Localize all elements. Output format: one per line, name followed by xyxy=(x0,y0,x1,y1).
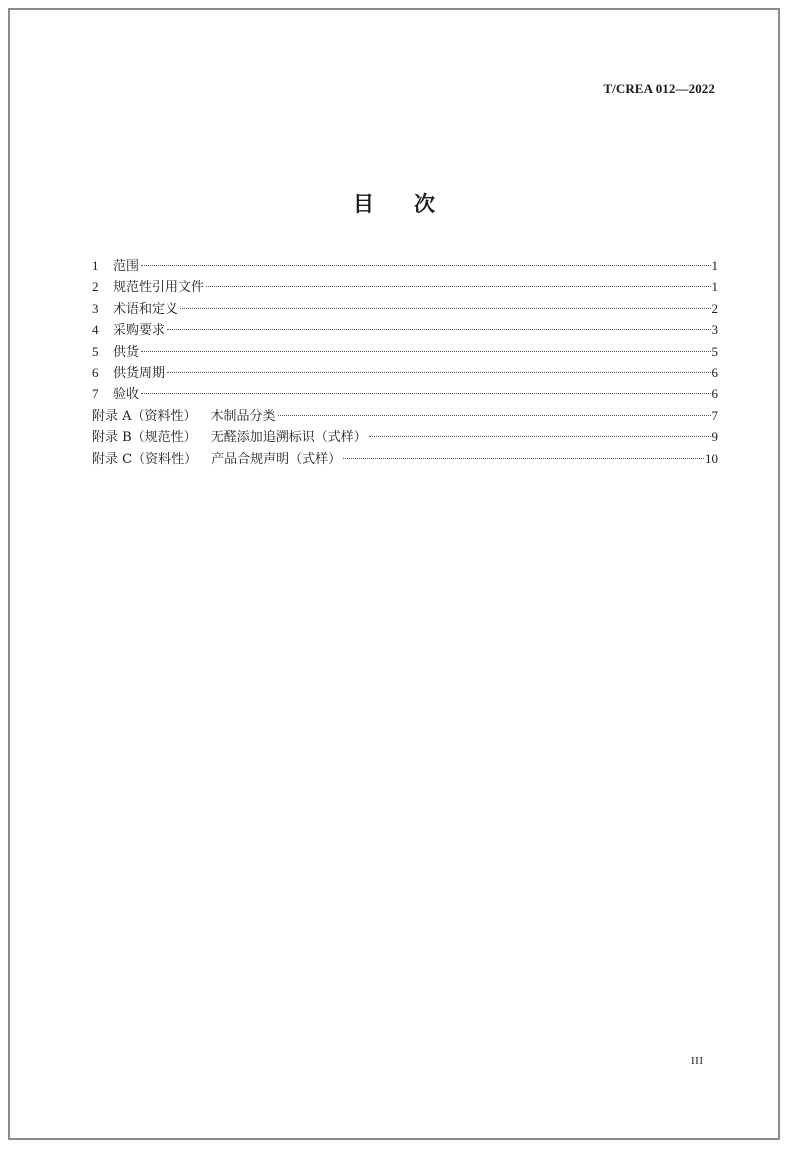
toc-entry-label: 范围 xyxy=(113,259,140,274)
toc-appendix-prefix: 附录 B（规范性） xyxy=(92,430,197,446)
toc-entry-number: 7 xyxy=(92,386,99,402)
toc-entry-label: 验收 xyxy=(113,387,140,403)
dot-leader xyxy=(167,372,710,373)
document-code: T/CREA 012—2022 xyxy=(603,81,715,96)
toc-entry[interactable] xyxy=(92,298,718,319)
toc-entry-page: 1 xyxy=(711,279,718,295)
toc-entry-page: 2 xyxy=(711,300,718,316)
toc-entry-number: 5 xyxy=(92,343,99,359)
toc-entry[interactable] xyxy=(92,319,718,340)
toc-appendix-entry[interactable] xyxy=(92,426,718,447)
toc-entry-number: 3 xyxy=(92,300,99,316)
toc-entry-label: 采购要求 xyxy=(113,323,166,339)
dot-leader xyxy=(206,286,710,287)
dot-leader xyxy=(180,308,710,309)
toc-entry-page: 6 xyxy=(711,386,718,402)
dot-leader xyxy=(278,415,711,416)
toc-appendix-label: 产品合规声明（式样） xyxy=(211,451,342,467)
toc-appendix-entry[interactable] xyxy=(92,448,718,469)
toc-entry-number: 4 xyxy=(92,322,99,338)
toc-entry[interactable] xyxy=(92,362,718,383)
dot-leader xyxy=(141,265,710,266)
toc-appendix-page: 7 xyxy=(711,407,718,423)
toc-entry-page: 1 xyxy=(711,258,718,273)
toc-entry-number: 2 xyxy=(92,279,99,295)
toc-entry[interactable] xyxy=(92,255,718,276)
toc-entry[interactable] xyxy=(92,341,718,362)
toc-appendix-label: 无醛添加追溯标识（式样） xyxy=(210,430,367,446)
toc-entry-page: 5 xyxy=(711,343,718,359)
toc-appendix-entry[interactable] xyxy=(92,405,718,426)
toc-entry-label: 术语和定义 xyxy=(113,301,179,317)
toc-appendix-prefix: 附录 A（资料性） xyxy=(92,408,197,424)
toc-title-char-1: 目 xyxy=(353,192,374,216)
toc-entry[interactable] xyxy=(92,383,718,404)
toc-entry-label: 供货 xyxy=(113,344,140,360)
toc-entry-page: 3 xyxy=(711,322,718,338)
toc-title xyxy=(10,190,778,218)
toc-appendix-label: 木制品分类 xyxy=(210,408,276,424)
page-folio: III xyxy=(691,1055,704,1067)
toc-appendix-page: 10 xyxy=(705,450,718,466)
toc-title-char-2: 次 xyxy=(414,192,435,216)
toc-entry-page: 6 xyxy=(711,364,718,380)
toc-entry-number: 6 xyxy=(92,364,99,380)
toc-entry[interactable] xyxy=(92,276,718,297)
dot-leader xyxy=(369,436,711,437)
toc-entry-label: 供货周期 xyxy=(113,365,166,381)
dot-leader xyxy=(141,393,710,394)
dot-leader xyxy=(141,351,710,352)
dot-leader xyxy=(167,329,710,330)
toc-entry-label: 规范性引用文件 xyxy=(113,280,205,296)
document-page xyxy=(8,8,780,1140)
toc-appendix-page: 9 xyxy=(711,429,718,445)
toc-appendix-prefix: 附录 C（资料性） xyxy=(92,451,198,467)
dot-leader xyxy=(343,458,704,459)
toc-entry-number: 1 xyxy=(92,258,99,273)
toc-list xyxy=(92,255,718,469)
